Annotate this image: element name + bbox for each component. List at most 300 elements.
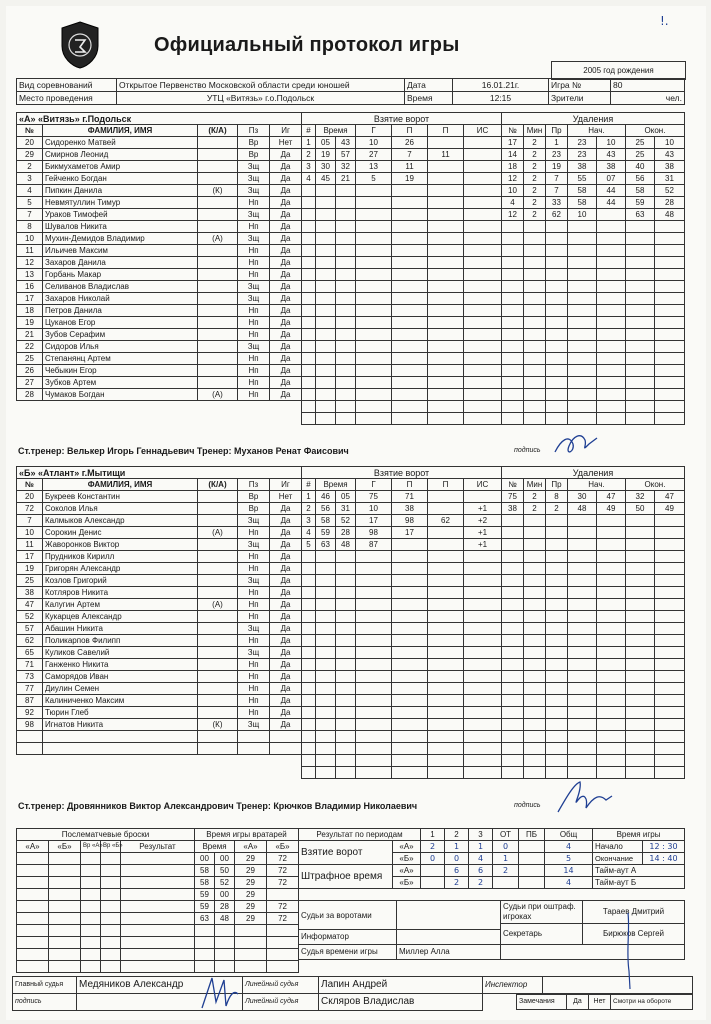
pen-col-end: Окон.: [626, 479, 685, 491]
goal-row: [302, 293, 502, 305]
penalty-end-sec: [655, 389, 685, 401]
player-position: Нп: [238, 257, 270, 269]
penalty-start-min: [568, 305, 597, 317]
remarks-yes[interactable]: Да: [567, 995, 589, 1010]
col-pos: Пз: [238, 125, 270, 137]
player-role: [198, 659, 238, 671]
player-number: 3: [17, 173, 43, 185]
goal-row: [302, 539, 502, 551]
player-position: [238, 743, 270, 755]
goal-strength: [464, 353, 502, 365]
penalty-reason: [546, 695, 568, 707]
time-label: Время: [405, 92, 453, 105]
penalty-reason: [546, 353, 568, 365]
penalty-end-sec: [655, 707, 685, 719]
pim-a-p3: 6: [469, 865, 493, 877]
penalty-start-min: [568, 269, 597, 281]
shootout-cell: [81, 853, 101, 865]
player-name: Чебыкин Егор: [43, 365, 198, 377]
goalie-a-number: [235, 937, 267, 949]
goal-minute: [316, 329, 336, 341]
penalty-end-min: [626, 575, 655, 587]
player-name: Захаров Данила: [43, 257, 198, 269]
penalty-start-sec: [597, 743, 626, 755]
goal-number: [302, 623, 316, 635]
goal-strength: [464, 563, 502, 575]
goal-assist-1: [392, 353, 428, 365]
goal-assist-2: [428, 647, 464, 659]
goal-second: 05: [336, 491, 356, 503]
penalty-start-min: [568, 719, 597, 731]
player-name: Калиниченко Максим: [43, 695, 198, 707]
team-b-title: «Б» «Атлант» г.Мытищи: [17, 467, 302, 479]
player-role: [198, 707, 238, 719]
player-position: Зщ: [238, 293, 270, 305]
goal-scorer: [356, 293, 392, 305]
date-label: Дата: [405, 79, 453, 92]
penalty-player: [502, 659, 524, 671]
penalty-start-min: 23: [568, 149, 597, 161]
col-pos: Пз: [238, 479, 270, 491]
goalie-time-minute: [195, 925, 215, 937]
penalty-end-sec: [655, 233, 685, 245]
goalie-time-minute: 59: [195, 901, 215, 913]
player-row: [17, 659, 302, 671]
shootout-cell: [81, 865, 101, 877]
goal-second: [336, 623, 356, 635]
penalty-start-sec: [597, 623, 626, 635]
penalty-player: [502, 647, 524, 659]
goal-minute: [316, 221, 336, 233]
penalty-start-min: [568, 293, 597, 305]
penalty-minutes: [524, 305, 546, 317]
goal-assist-1: [392, 341, 428, 353]
goal-minute: 19: [316, 149, 336, 161]
penalty-end-min: [626, 743, 655, 755]
goalie-time-row: [195, 901, 299, 913]
penalty-start-min: [568, 731, 597, 743]
penalty-row: [502, 551, 685, 563]
goal-assist-2: [428, 365, 464, 377]
penalty-row: [502, 647, 685, 659]
player-row: [17, 599, 302, 611]
goal-number: [302, 719, 316, 731]
penalty-start-min: [568, 515, 597, 527]
shootout-row: [17, 925, 195, 937]
goal-strength: [464, 377, 502, 389]
player-role: [198, 491, 238, 503]
penalty-minutes: 2: [524, 149, 546, 161]
penalty-start-sec: [597, 659, 626, 671]
goal-second: [336, 671, 356, 683]
penalty-minutes: [524, 527, 546, 539]
player-played: Да: [270, 281, 302, 293]
player-name: Ураков Тимофей: [43, 209, 198, 221]
penalty-minutes: [524, 221, 546, 233]
goal-minute: [316, 755, 336, 767]
penalty-start-min: 38: [568, 161, 597, 173]
player-role: [198, 137, 238, 149]
goal-row: [302, 695, 502, 707]
player-position: Нп: [238, 305, 270, 317]
goal-strength: [464, 767, 502, 779]
penalty-row: [502, 635, 685, 647]
goal-scorer: [356, 389, 392, 401]
penalty-reason: [546, 587, 568, 599]
player-role: [198, 257, 238, 269]
player-row: [17, 491, 302, 503]
penalty-start-sec: [597, 539, 626, 551]
player-role: [198, 329, 238, 341]
protocol-sheet: [6, 6, 706, 1020]
penalty-end-sec: [655, 281, 685, 293]
goal-scorer: 10: [356, 503, 392, 515]
goal-second: [336, 587, 356, 599]
penalty-row: [502, 611, 685, 623]
page-title: Официальный протокол игры: [154, 34, 460, 56]
player-played: Да: [270, 563, 302, 575]
penalty-start-min: [568, 413, 597, 425]
penalty-row: [502, 767, 685, 779]
player-played: Да: [270, 695, 302, 707]
goal-assist-1: [392, 731, 428, 743]
goal-second: [336, 257, 356, 269]
goal-strength: [464, 209, 502, 221]
player-name: [43, 731, 198, 743]
pen-col-end: Окон.: [626, 125, 685, 137]
goal-number: 3: [302, 515, 316, 527]
player-name: Сидоров Илья: [43, 341, 198, 353]
shootout-row: [17, 889, 195, 901]
penalty-start-min: 58: [568, 197, 597, 209]
shootout-cell: [17, 877, 49, 889]
goal-assist-1: [392, 305, 428, 317]
pim-b-p1: [421, 877, 445, 889]
player-number: 25: [17, 575, 43, 587]
player-name: Кукарцев Александр: [43, 611, 198, 623]
goal-assist-1: [392, 185, 428, 197]
penalty-player: [502, 353, 524, 365]
penalty-end-min: [626, 293, 655, 305]
penalty-start-sec: [597, 317, 626, 329]
goal-col-a1: П: [392, 479, 428, 491]
shootout-cell: [17, 961, 49, 973]
player-name: Сидоренко Матвей: [43, 137, 198, 149]
penalty-end-sec: [655, 353, 685, 365]
shootout-cell: [17, 949, 49, 961]
goal-minute: [316, 413, 336, 425]
shootout-cell: [101, 961, 121, 973]
shootout-cell: [81, 925, 101, 937]
goal-assist-2: [428, 731, 464, 743]
player-row: [17, 233, 302, 245]
penalty-row: [502, 257, 685, 269]
pen-col-min: Мин: [524, 479, 546, 491]
shootout-cell: [121, 901, 195, 913]
goal-strength: [464, 719, 502, 731]
goal-minute: [316, 209, 336, 221]
col-ka: (К/А): [198, 479, 238, 491]
player-position: Вр: [238, 137, 270, 149]
goal-scorer: [356, 767, 392, 779]
penalty-row: [502, 575, 685, 587]
goal-strength: [464, 161, 502, 173]
goal-scorer: [356, 587, 392, 599]
goal-scorer: 13: [356, 161, 392, 173]
player-position: Нп: [238, 197, 270, 209]
goal-number: 1: [302, 137, 316, 149]
penalty-row: [502, 755, 685, 767]
shootout-cell: [81, 889, 101, 901]
remarks-label: Замечания: [517, 995, 567, 1010]
goal-row: [302, 173, 502, 185]
player-number: 19: [17, 317, 43, 329]
penalty-row: [502, 185, 685, 197]
penalty-start-min: [568, 341, 597, 353]
goal-col-time: Время: [316, 479, 356, 491]
penalty-player: [502, 389, 524, 401]
penalty-start-sec: 47: [597, 491, 626, 503]
goal-assist-2: [428, 185, 464, 197]
goals-b-ot: 1: [493, 853, 519, 865]
remarks-no[interactable]: Нет: [589, 995, 611, 1010]
penalty-end-sec: [655, 683, 685, 695]
player-played: Да: [270, 317, 302, 329]
penalty-start-min: [568, 671, 597, 683]
player-number: 47: [17, 599, 43, 611]
penalty-start-sec: [597, 209, 626, 221]
goal-number: [302, 707, 316, 719]
penalty-minutes: [524, 647, 546, 659]
goal-minute: [316, 611, 336, 623]
goalie-time-minute: 00: [195, 853, 215, 865]
penalty-row: [502, 377, 685, 389]
penalty-end-min: 40: [626, 161, 655, 173]
penalty-end-min: 56: [626, 173, 655, 185]
shootout-col-gkb: Вр «Б»: [101, 841, 121, 853]
penalty-player: [502, 527, 524, 539]
penalty-row: [502, 137, 685, 149]
penalty-start-min: [568, 377, 597, 389]
penalty-end-sec: 38: [655, 161, 685, 173]
player-row: [17, 329, 302, 341]
player-row: [17, 587, 302, 599]
player-played: Да: [270, 635, 302, 647]
goalie-time-minute: [195, 961, 215, 973]
penalty-end-min: [626, 635, 655, 647]
player-row: [17, 551, 302, 563]
player-role: (А): [198, 599, 238, 611]
game-value: 80: [611, 79, 685, 92]
penalty-end-sec: [655, 755, 685, 767]
penalty-reason: 33: [546, 197, 568, 209]
end-value: 14 : 40: [643, 853, 685, 865]
goal-row: [302, 329, 502, 341]
goal-row: [302, 257, 502, 269]
penalty-end-sec: [655, 647, 685, 659]
penalty-reason: [546, 221, 568, 233]
goalie-col-a: «А»: [235, 841, 267, 853]
team-a-title: «А» «Витязь» г.Подольск: [17, 113, 302, 125]
player-row: [17, 317, 302, 329]
goal-assist-1: 7: [392, 149, 428, 161]
player-row: [17, 377, 302, 389]
penalty-player: [502, 767, 524, 779]
goal-second: [336, 659, 356, 671]
penalty-start-min: [568, 563, 597, 575]
goal-col-n: #: [302, 479, 316, 491]
penalty-reason: [546, 539, 568, 551]
penalty-end-min: [626, 659, 655, 671]
player-number: 38: [17, 587, 43, 599]
player-played: Да: [270, 503, 302, 515]
player-position: Нп: [238, 245, 270, 257]
goal-number: [302, 563, 316, 575]
shootout-cell: [49, 901, 81, 913]
penalty-end-sec: [655, 245, 685, 257]
end-label: Окончание: [593, 853, 643, 865]
penalty-minutes: [524, 377, 546, 389]
goal-scorer: [356, 197, 392, 209]
penalty-end-sec: 48: [655, 209, 685, 221]
goal-row: [302, 575, 502, 587]
player-played: Да: [270, 671, 302, 683]
goal-scorer: [356, 743, 392, 755]
player-role: [198, 515, 238, 527]
shootout-cell: [101, 949, 121, 961]
player-name: Григорян Александр: [43, 563, 198, 575]
goal-assist-2: [428, 563, 464, 575]
goal-strength: [464, 137, 502, 149]
penalty-player: [502, 329, 524, 341]
goal-number: 2: [302, 503, 316, 515]
goal-second: 28: [336, 527, 356, 539]
penalty-minutes: [524, 563, 546, 575]
team-b-signature-icon: [554, 778, 614, 818]
shield-logo-icon: [58, 20, 102, 70]
penalty-end-sec: [655, 695, 685, 707]
penalty-start-sec: 07: [597, 173, 626, 185]
goal-assist-1: [392, 587, 428, 599]
goal-minute: [316, 635, 336, 647]
penalty-start-sec: [597, 707, 626, 719]
goal-row: [302, 365, 502, 377]
player-played: Да: [270, 539, 302, 551]
penalty-reason: [546, 257, 568, 269]
penalty-row: [502, 599, 685, 611]
goal-scorer: [356, 233, 392, 245]
penalty-end-sec: 28: [655, 197, 685, 209]
goalie-time-minute: 58: [195, 865, 215, 877]
penalty-reason: [546, 281, 568, 293]
player-role: [198, 671, 238, 683]
game-time-title: Время игры: [593, 829, 685, 841]
player-position: Нп: [238, 269, 270, 281]
goal-row: [302, 305, 502, 317]
shootout-cell: [101, 925, 121, 937]
goal-number: [302, 551, 316, 563]
competition-label: Вид соревнований: [17, 79, 117, 92]
penalty-start-sec: [597, 233, 626, 245]
player-name: Жаворонков Виктор: [43, 539, 198, 551]
penalty-end-min: [626, 257, 655, 269]
goal-scorer: [356, 317, 392, 329]
team-b-goals-title: Взятие ворот: [302, 467, 502, 479]
team-b-sign-label: подпись: [514, 802, 541, 809]
goalie-time-second: [215, 961, 235, 973]
spectators-value: чел.: [611, 92, 685, 105]
player-number: 72: [17, 503, 43, 515]
penalty-start-sec: [597, 413, 626, 425]
shootout-row: [17, 937, 195, 949]
shootout-cell: [121, 865, 195, 877]
goal-scorer: [356, 329, 392, 341]
goalie-time-minute: [195, 949, 215, 961]
col-num: №: [17, 479, 43, 491]
player-position: Нп: [238, 671, 270, 683]
goal-second: [336, 329, 356, 341]
goal-assist-2: [428, 551, 464, 563]
player-row: [17, 137, 302, 149]
goal-number: [302, 731, 316, 743]
player-role: [198, 173, 238, 185]
goal-second: [336, 377, 356, 389]
penalty-end-sec: [655, 527, 685, 539]
remarks-table: [516, 994, 693, 1010]
player-row: [17, 647, 302, 659]
goal-assist-2: [428, 329, 464, 341]
penalty-minutes: 2: [524, 491, 546, 503]
player-played: Да: [270, 365, 302, 377]
player-number: 25: [17, 353, 43, 365]
player-row: [17, 575, 302, 587]
head-ref-sign-label: подпись: [13, 994, 77, 1011]
shootout-cell: [81, 877, 101, 889]
player-number: 28: [17, 389, 43, 401]
goal-assist-1: [392, 317, 428, 329]
penalty-reason: [546, 389, 568, 401]
goals-a-total: 4: [545, 841, 593, 853]
goalie-b-number: [267, 961, 299, 973]
penalty-end-min: [626, 365, 655, 377]
penalty-reason: [546, 515, 568, 527]
penalty-minutes: [524, 329, 546, 341]
penalty-reason: [546, 635, 568, 647]
penalty-start-sec: [597, 587, 626, 599]
goal-row: [302, 587, 502, 599]
penalty-row: [502, 491, 685, 503]
goal-number: 1: [302, 491, 316, 503]
player-row: [17, 707, 302, 719]
shootout-row: [17, 961, 195, 973]
goals-a-p2: 1: [445, 841, 469, 853]
goal-col-a2: П: [428, 479, 464, 491]
goal-assist-1: [392, 221, 428, 233]
inspector-label: Инспектор: [483, 977, 543, 994]
penalty-end-sec: [655, 659, 685, 671]
player-row: [17, 257, 302, 269]
penalty-end-min: [626, 269, 655, 281]
goal-scorer: [356, 671, 392, 683]
goal-number: [302, 341, 316, 353]
date-value: 16.01.21г.: [453, 79, 549, 92]
goal-col-g: Г: [356, 479, 392, 491]
player-number: 77: [17, 683, 43, 695]
goal-assist-1: [392, 755, 428, 767]
pen-col-start: Нач.: [568, 479, 626, 491]
goals-label: Взятие ворот: [299, 841, 393, 865]
penalty-row: [502, 293, 685, 305]
